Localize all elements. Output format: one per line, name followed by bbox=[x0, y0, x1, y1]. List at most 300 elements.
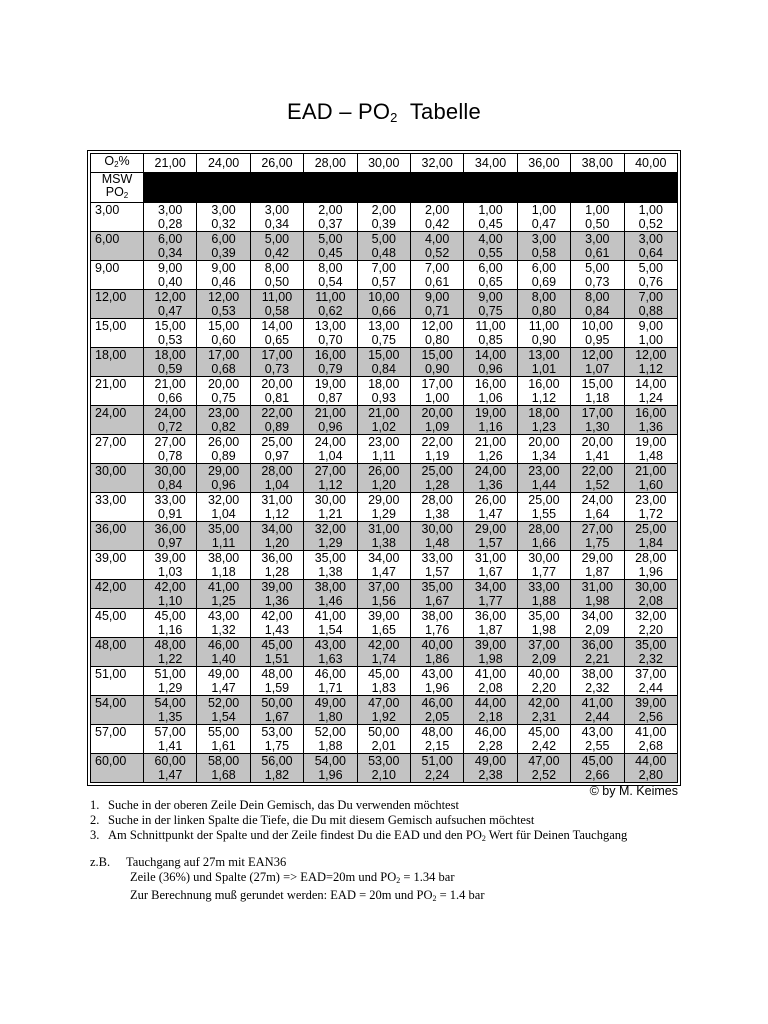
ead-value: 8,00 bbox=[531, 290, 557, 304]
title-subscript: 2 bbox=[390, 110, 398, 125]
msw-header-cell bbox=[304, 173, 357, 203]
table-cell bbox=[197, 754, 250, 783]
po2-value: 1,04 bbox=[211, 507, 236, 521]
table-cell bbox=[250, 290, 303, 319]
table-cell bbox=[250, 522, 303, 551]
po2-value: 0,55 bbox=[478, 246, 503, 260]
po2-value: 0,69 bbox=[531, 275, 557, 289]
ead-value: 31,00 bbox=[581, 580, 613, 594]
o2-column-header: 36,00 bbox=[517, 154, 570, 173]
o2-column-header: 32,00 bbox=[410, 154, 463, 173]
ead-value: 43,00 bbox=[421, 667, 453, 681]
msw-header-cell bbox=[464, 173, 517, 203]
po2-value: 1,40 bbox=[211, 652, 236, 666]
table-row bbox=[91, 348, 678, 377]
ead-value: 39,00 bbox=[474, 638, 507, 652]
table-cell bbox=[464, 435, 517, 464]
ead-value: 28,00 bbox=[635, 551, 667, 565]
po2-value: 0,84 bbox=[585, 304, 610, 318]
ead-value: 48,00 bbox=[154, 638, 186, 652]
ead-value: 8,00 bbox=[318, 261, 343, 275]
po2-value: 0,65 bbox=[478, 275, 503, 289]
po2-value: 0,47 bbox=[158, 304, 183, 318]
table-cell bbox=[410, 377, 463, 406]
po2-value: 2,68 bbox=[638, 739, 663, 753]
ead-value: 15,00 bbox=[581, 377, 613, 391]
ead-value: 5,00 bbox=[371, 232, 396, 246]
po2-value: 0,50 bbox=[264, 275, 290, 289]
po2-value: 1,02 bbox=[371, 420, 396, 434]
ead-value: 29,00 bbox=[474, 522, 507, 536]
table-cell bbox=[357, 348, 410, 377]
table-cell bbox=[624, 319, 677, 348]
po2-value: 1,12 bbox=[531, 391, 557, 405]
table-cell bbox=[250, 580, 303, 609]
table-cell bbox=[464, 696, 517, 725]
table-cell bbox=[517, 725, 570, 754]
po2-value: 0,60 bbox=[211, 333, 236, 347]
ead-value: 60,00 bbox=[154, 754, 186, 768]
table-row bbox=[91, 261, 678, 290]
po2-value: 1,84 bbox=[638, 536, 663, 550]
po2-value: 0,73 bbox=[585, 275, 610, 289]
table-cell bbox=[197, 667, 250, 696]
ead-value: 10,00 bbox=[581, 319, 613, 333]
ead-value: 29,00 bbox=[368, 493, 400, 507]
po2-value: 0,37 bbox=[318, 217, 343, 231]
msw-header-cell bbox=[144, 173, 197, 203]
table-row bbox=[91, 609, 678, 638]
po2-value: 0,71 bbox=[424, 304, 450, 318]
table-cell bbox=[144, 464, 197, 493]
table-cell bbox=[357, 435, 410, 464]
po2-value: 0,53 bbox=[158, 333, 183, 347]
po2-value: 0,64 bbox=[638, 246, 663, 260]
table-row bbox=[91, 464, 678, 493]
po2-value: 1,65 bbox=[371, 623, 396, 637]
table-cell bbox=[517, 435, 570, 464]
table-cell bbox=[410, 232, 463, 261]
table-cell bbox=[304, 667, 357, 696]
depth-cell: 57,00 bbox=[91, 725, 144, 754]
ead-value: 22,00 bbox=[261, 406, 293, 420]
po2-value: 0,39 bbox=[211, 246, 236, 260]
ead-value: 17,00 bbox=[421, 377, 453, 391]
table-cell bbox=[304, 232, 357, 261]
table-cell bbox=[357, 609, 410, 638]
ead-value: 24,00 bbox=[581, 493, 613, 507]
po2-value: 2,08 bbox=[478, 681, 503, 695]
table-cell bbox=[571, 232, 624, 261]
ead-value: 33,00 bbox=[421, 551, 453, 565]
po2-value: 1,36 bbox=[478, 478, 503, 492]
po2-value: 0,78 bbox=[158, 449, 183, 463]
table-body bbox=[91, 203, 678, 783]
table-cell bbox=[197, 522, 250, 551]
table-cell bbox=[304, 580, 357, 609]
po2-value: 1,86 bbox=[424, 652, 450, 666]
table-cell bbox=[517, 348, 570, 377]
table-cell bbox=[250, 435, 303, 464]
po2-value: 1,55 bbox=[531, 507, 557, 521]
ead-value: 16,00 bbox=[528, 377, 560, 391]
po2-value: 0,59 bbox=[158, 362, 183, 376]
po2-value: 1,87 bbox=[478, 623, 503, 637]
table-cell bbox=[357, 464, 410, 493]
po2-value: 1,77 bbox=[531, 565, 557, 579]
po2-value: 1,18 bbox=[211, 565, 236, 579]
po2-value: 0,34 bbox=[264, 217, 290, 231]
table-cell bbox=[197, 464, 250, 493]
msw-header-cell bbox=[624, 173, 677, 203]
msw-header-cell bbox=[357, 173, 410, 203]
table-cell bbox=[571, 522, 624, 551]
table-cell bbox=[571, 464, 624, 493]
depth-cell: 6,00 bbox=[91, 232, 144, 261]
ead-value: 4,00 bbox=[424, 232, 450, 246]
table-cell bbox=[571, 725, 624, 754]
po2-value: 0,46 bbox=[211, 275, 236, 289]
ead-value: 37,00 bbox=[368, 580, 400, 594]
table-cell bbox=[624, 493, 677, 522]
table-row bbox=[91, 551, 678, 580]
po2-value: 1,29 bbox=[371, 507, 396, 521]
table-cell bbox=[410, 261, 463, 290]
table-cell bbox=[410, 580, 463, 609]
po2-value: 1,38 bbox=[318, 565, 343, 579]
msw-header-row bbox=[91, 173, 678, 203]
ead-value: 35,00 bbox=[528, 609, 560, 623]
table-cell bbox=[464, 319, 517, 348]
table-cell bbox=[304, 464, 357, 493]
ead-value: 36,00 bbox=[154, 522, 186, 536]
table-cell bbox=[624, 406, 677, 435]
ead-value: 42,00 bbox=[154, 580, 186, 594]
ead-value: 7,00 bbox=[424, 261, 450, 275]
o2-column-header: 34,00 bbox=[464, 154, 517, 173]
table-cell bbox=[464, 522, 517, 551]
ead-value: 21,00 bbox=[154, 377, 186, 391]
ead-value: 24,00 bbox=[154, 406, 186, 420]
po2-value: 2,44 bbox=[585, 710, 610, 724]
ead-value: 6,00 bbox=[478, 261, 503, 275]
ead-value: 20,00 bbox=[581, 435, 613, 449]
po2-value: 0,39 bbox=[371, 217, 396, 231]
po2-value: 2,31 bbox=[531, 710, 557, 724]
table-row bbox=[91, 319, 678, 348]
instruction-item: 2. Suche in der linken Spalte die Tiefe, die Du mit diesem Gemisch aufsuchen möchtest bbox=[90, 813, 535, 827]
ead-value: 23,00 bbox=[528, 464, 560, 478]
po2-value: 2,80 bbox=[638, 768, 663, 782]
ead-value: 7,00 bbox=[638, 290, 663, 304]
ead-value: 39,00 bbox=[261, 580, 293, 594]
ead-value: 2,00 bbox=[371, 203, 396, 217]
ead-value: 46,00 bbox=[421, 696, 453, 710]
table-row bbox=[91, 377, 678, 406]
ead-value: 48,00 bbox=[261, 667, 293, 681]
ead-value: 15,00 bbox=[421, 348, 453, 362]
ead-value: 14,00 bbox=[474, 348, 507, 362]
ead-value: 28,00 bbox=[261, 464, 293, 478]
table-cell bbox=[357, 754, 410, 783]
ead-value: 6,00 bbox=[211, 232, 236, 246]
ead-value: 14,00 bbox=[635, 377, 667, 391]
table-cell bbox=[624, 754, 677, 783]
table-cell bbox=[144, 580, 197, 609]
po2-value: 0,79 bbox=[318, 362, 343, 376]
depth-cell: 27,00 bbox=[91, 435, 144, 464]
po2-value: 0,93 bbox=[371, 391, 396, 405]
table-cell bbox=[197, 377, 250, 406]
po2-value: 1,75 bbox=[585, 536, 610, 550]
po2-value: 1,52 bbox=[585, 478, 610, 492]
ead-value: 39,00 bbox=[154, 551, 186, 565]
table-cell bbox=[144, 638, 197, 667]
table-cell bbox=[197, 638, 250, 667]
po2-value: 2,55 bbox=[585, 739, 610, 753]
instructions bbox=[90, 798, 627, 846]
ead-value: 27,00 bbox=[154, 435, 186, 449]
o2-column-header: 38,00 bbox=[571, 154, 624, 173]
ead-value: 12,00 bbox=[635, 348, 667, 362]
depth-cell: 42,00 bbox=[91, 580, 144, 609]
ead-value: 29,00 bbox=[207, 464, 240, 478]
ead-value: 49,00 bbox=[207, 667, 240, 681]
po2-value: 0,75 bbox=[478, 304, 503, 318]
table-cell bbox=[464, 725, 517, 754]
title-suffix: Tabelle bbox=[409, 99, 481, 124]
table-cell bbox=[410, 667, 463, 696]
table-cell bbox=[464, 580, 517, 609]
ead-value: 51,00 bbox=[421, 754, 453, 768]
ead-value: 3,00 bbox=[211, 203, 236, 217]
table-cell bbox=[464, 261, 517, 290]
po2-value: 1,41 bbox=[158, 739, 183, 753]
table-cell bbox=[197, 725, 250, 754]
msw-header-cell bbox=[410, 173, 463, 203]
ead-value: 22,00 bbox=[421, 435, 453, 449]
table-cell bbox=[144, 319, 197, 348]
table-cell bbox=[304, 348, 357, 377]
po2-value: 0,61 bbox=[585, 246, 610, 260]
example-line-3: Zur Berechnung muß gerundet werden: EAD = 20m und $PO_2 = 1.4$ bar bbox=[130, 888, 485, 903]
ead-value: 20,00 bbox=[528, 435, 560, 449]
table-cell bbox=[250, 348, 303, 377]
ead-po2-table bbox=[90, 153, 678, 783]
table-cell bbox=[357, 319, 410, 348]
table-cell bbox=[304, 290, 357, 319]
table-cell bbox=[357, 696, 410, 725]
po2-value: 1,16 bbox=[158, 623, 183, 637]
po2-value: 1,07 bbox=[585, 362, 610, 376]
ead-value: 47,00 bbox=[368, 696, 400, 710]
ead-value: 34,00 bbox=[261, 522, 293, 536]
po2-value: 0,96 bbox=[211, 478, 236, 492]
table-cell bbox=[624, 609, 677, 638]
po2-value: 1,12 bbox=[264, 507, 290, 521]
ead-value: 34,00 bbox=[581, 609, 613, 623]
ead-value: 30,00 bbox=[528, 551, 560, 565]
ead-value: 23,00 bbox=[635, 493, 667, 507]
table-cell bbox=[304, 435, 357, 464]
ead-value: 22,00 bbox=[581, 464, 613, 478]
po2-value: 1,96 bbox=[638, 565, 663, 579]
ead-value: 4,00 bbox=[478, 232, 503, 246]
table-cell bbox=[624, 551, 677, 580]
ead-value: 1,00 bbox=[585, 203, 610, 217]
table-row bbox=[91, 493, 678, 522]
po2-value: 2,42 bbox=[531, 739, 557, 753]
ead-value: 49,00 bbox=[474, 754, 507, 768]
table-cell bbox=[144, 609, 197, 638]
table-cell bbox=[517, 754, 570, 783]
instruction-item: 3. Am Schnittpunkt der Spalte und der Zeile findest Du die EAD und den $PO_2$ Wert für Deinen Tauchgang bbox=[90, 828, 628, 843]
ead-value: 43,00 bbox=[207, 609, 240, 623]
po2-value: 1,74 bbox=[371, 652, 396, 666]
table-cell bbox=[197, 232, 250, 261]
ead-value: 18,00 bbox=[154, 348, 186, 362]
ead-value: 46,00 bbox=[207, 638, 240, 652]
po2-value: 0,75 bbox=[371, 333, 396, 347]
ead-value: 45,00 bbox=[368, 667, 400, 681]
table-cell bbox=[144, 203, 197, 232]
ead-value: 29,00 bbox=[581, 551, 613, 565]
table-cell bbox=[410, 406, 463, 435]
table-cell bbox=[410, 348, 463, 377]
po2-value: 2,28 bbox=[478, 739, 503, 753]
ead-value: 51,00 bbox=[154, 667, 186, 681]
po2-value: 0,89 bbox=[211, 449, 236, 463]
ead-value: 6,00 bbox=[158, 232, 183, 246]
ead-value: 36,00 bbox=[261, 551, 293, 565]
table-cell bbox=[357, 290, 410, 319]
depth-cell: 54,00 bbox=[91, 696, 144, 725]
ead-value: 20,00 bbox=[207, 377, 240, 391]
ead-value: 18,00 bbox=[528, 406, 560, 420]
table-cell bbox=[197, 406, 250, 435]
depth-cell: 15,00 bbox=[91, 319, 144, 348]
table-cell bbox=[624, 725, 677, 754]
po2-value: 0,80 bbox=[531, 304, 557, 318]
table-cell bbox=[250, 261, 303, 290]
table-cell bbox=[464, 464, 517, 493]
table-cell bbox=[464, 377, 517, 406]
table-cell bbox=[410, 522, 463, 551]
ead-value: 47,00 bbox=[528, 754, 560, 768]
table-cell bbox=[624, 638, 677, 667]
ead-table-frame bbox=[87, 150, 681, 786]
ead-value: 19,00 bbox=[474, 406, 507, 420]
ead-value: 11,00 bbox=[528, 319, 560, 333]
table-row bbox=[91, 232, 678, 261]
ead-value: 11,00 bbox=[261, 290, 293, 304]
table-cell bbox=[304, 551, 357, 580]
table-cell bbox=[197, 609, 250, 638]
table-cell bbox=[571, 551, 624, 580]
depth-cell: 18,00 bbox=[91, 348, 144, 377]
ead-value: 5,00 bbox=[264, 232, 290, 246]
table-cell bbox=[464, 667, 517, 696]
table-cell bbox=[517, 522, 570, 551]
o2-column-header: 28,00 bbox=[304, 154, 357, 173]
table-cell bbox=[517, 290, 570, 319]
ead-value: 19,00 bbox=[314, 377, 346, 391]
ead-value: 45,00 bbox=[154, 609, 186, 623]
o2-header-row bbox=[91, 154, 678, 173]
ead-value: 3,00 bbox=[531, 232, 557, 246]
po2-value: 0,58 bbox=[531, 246, 557, 260]
table-cell bbox=[144, 551, 197, 580]
table-cell bbox=[144, 261, 197, 290]
ead-value: 25,00 bbox=[261, 435, 293, 449]
po2-value: 0,40 bbox=[158, 275, 183, 289]
po2-value: 1,22 bbox=[158, 652, 183, 666]
ead-value: 15,00 bbox=[368, 348, 400, 362]
ead-value: 13,00 bbox=[368, 319, 400, 333]
table-cell bbox=[517, 667, 570, 696]
o2-column-header: 24,00 bbox=[197, 154, 250, 173]
po2-value: 0,84 bbox=[371, 362, 396, 376]
depth-cell: 60,00 bbox=[91, 754, 144, 783]
po2-value: 1,57 bbox=[424, 565, 450, 579]
table-cell bbox=[410, 319, 463, 348]
po2-value: 1,96 bbox=[318, 768, 343, 782]
table-cell bbox=[144, 667, 197, 696]
po2-value: 1,88 bbox=[318, 739, 343, 753]
ead-value: 13,00 bbox=[314, 319, 346, 333]
ead-value: 31,00 bbox=[368, 522, 400, 536]
table-cell bbox=[517, 551, 570, 580]
po2-value: 1,64 bbox=[585, 507, 610, 521]
po2-value: 1,41 bbox=[585, 449, 610, 463]
ead-value: 45,00 bbox=[261, 638, 293, 652]
depth-cell: 30,00 bbox=[91, 464, 144, 493]
depth-cell: 33,00 bbox=[91, 493, 144, 522]
ead-value: 1,00 bbox=[531, 203, 557, 217]
table-cell bbox=[624, 348, 677, 377]
ead-value: 43,00 bbox=[581, 725, 613, 739]
ead-value: 2,00 bbox=[424, 203, 450, 217]
po2-value: 0,95 bbox=[585, 333, 610, 347]
table-cell bbox=[410, 493, 463, 522]
table-cell bbox=[144, 348, 197, 377]
table-cell bbox=[517, 464, 570, 493]
po2-value: 1,68 bbox=[211, 768, 236, 782]
table-cell bbox=[144, 232, 197, 261]
po2-value: 1,12 bbox=[638, 362, 663, 376]
depth-cell: 48,00 bbox=[91, 638, 144, 667]
po2-value: 1,36 bbox=[638, 420, 663, 434]
ead-value: 52,00 bbox=[207, 696, 240, 710]
ead-value: 15,00 bbox=[154, 319, 186, 333]
po2-value: 0,45 bbox=[478, 217, 503, 231]
po2-value: 0,42 bbox=[424, 217, 450, 231]
table-cell bbox=[357, 406, 410, 435]
po2-value: 0,75 bbox=[211, 391, 236, 405]
table-cell bbox=[304, 696, 357, 725]
table-cell bbox=[624, 696, 677, 725]
table-cell bbox=[250, 406, 303, 435]
table-cell bbox=[517, 406, 570, 435]
ead-value: 2,00 bbox=[318, 203, 343, 217]
ead-value: 21,00 bbox=[474, 435, 507, 449]
ead-value: 45,00 bbox=[528, 725, 560, 739]
table-cell bbox=[571, 696, 624, 725]
table-row bbox=[91, 290, 678, 319]
po2-value: 1,54 bbox=[211, 710, 236, 724]
ead-value: 12,00 bbox=[207, 290, 240, 304]
po2-value: 1,00 bbox=[424, 391, 450, 405]
